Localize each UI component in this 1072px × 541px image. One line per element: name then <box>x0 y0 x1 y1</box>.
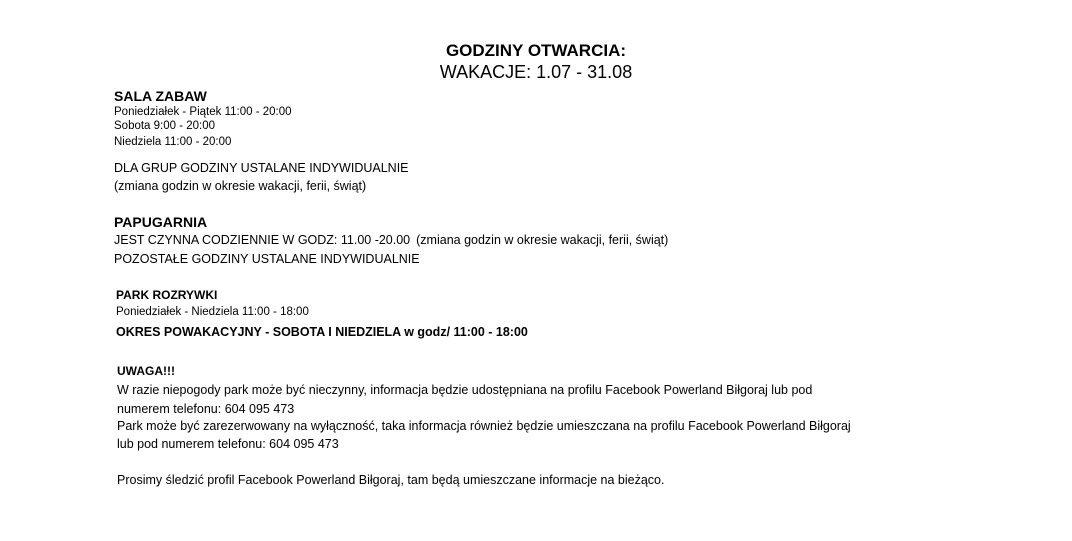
uwaga-line-3: Park może być zarezerwowany na wyłączność, taka informacja również będzie umieszczana na profilu Facebook Powerland Biłgoraj <box>117 419 851 433</box>
papugarnia-change-note: (zmiana godzin w okresie wakacji, ferii, świąt) <box>416 233 669 247</box>
uwaga-line-2: numerem telefonu: 604 095 473 <box>117 402 295 416</box>
papugarnia-hours: JEST CZYNNA CODZIENNIE W GODZ: 11.00 -20.00 <box>114 233 411 247</box>
uwaga-heading: UWAGA!!! <box>117 364 175 378</box>
papugarnia-heading: PAPUGARNIA <box>114 214 208 230</box>
sala-zabaw-change-note: (zmiana godzin w okresie wakacji, ferii, świąt) <box>114 179 367 193</box>
sala-zabaw-heading: SALA ZABAW <box>114 88 207 104</box>
uwaga-closing: Prosimy śledzić profil Facebook Powerland Biłgoraj, tam będą umieszczane informacje na bieżąco. <box>117 473 665 487</box>
sala-zabaw-hours-sunday: Niedziela 11:00 - 20:00 <box>114 136 232 148</box>
uwaga-line-1: W razie niepogody park może być nieczynny, informacja będzie udostępniana na profilu Facebook Powerland Biłgoraj lub pod <box>117 383 813 397</box>
park-hours: Poniedziałek - Niedziela 11:00 - 18:00 <box>116 306 309 318</box>
sala-zabaw-hours-weekdays: Poniedziałek - Piątek 11:00 - 20:00 <box>114 106 292 118</box>
papugarnia-hours-line <box>114 232 668 248</box>
page-title: GODZINY OTWARCIA: <box>445 41 627 60</box>
sala-zabaw-groups-note: DLA GRUP GODZINY USTALANE INDYWIDUALNIE <box>114 161 409 175</box>
park-post-season: OKRES POWAKACYJNY - SOBOTA I NIEDZIELA w godz/ 11:00 - 18:00 <box>116 325 528 339</box>
season-subtitle: WAKACJE: 1.07 - 31.08 <box>439 62 633 82</box>
park-heading: PARK ROZRYWKI <box>116 288 218 302</box>
uwaga-line-4: lub pod numerem telefonu: 604 095 473 <box>117 437 339 451</box>
sala-zabaw-hours-saturday: Sobota 9:00 - 20:00 <box>114 120 216 132</box>
papugarnia-other-note: POZOSTAŁE GODZINY USTALANE INDYWIDUALNIE <box>114 252 420 266</box>
